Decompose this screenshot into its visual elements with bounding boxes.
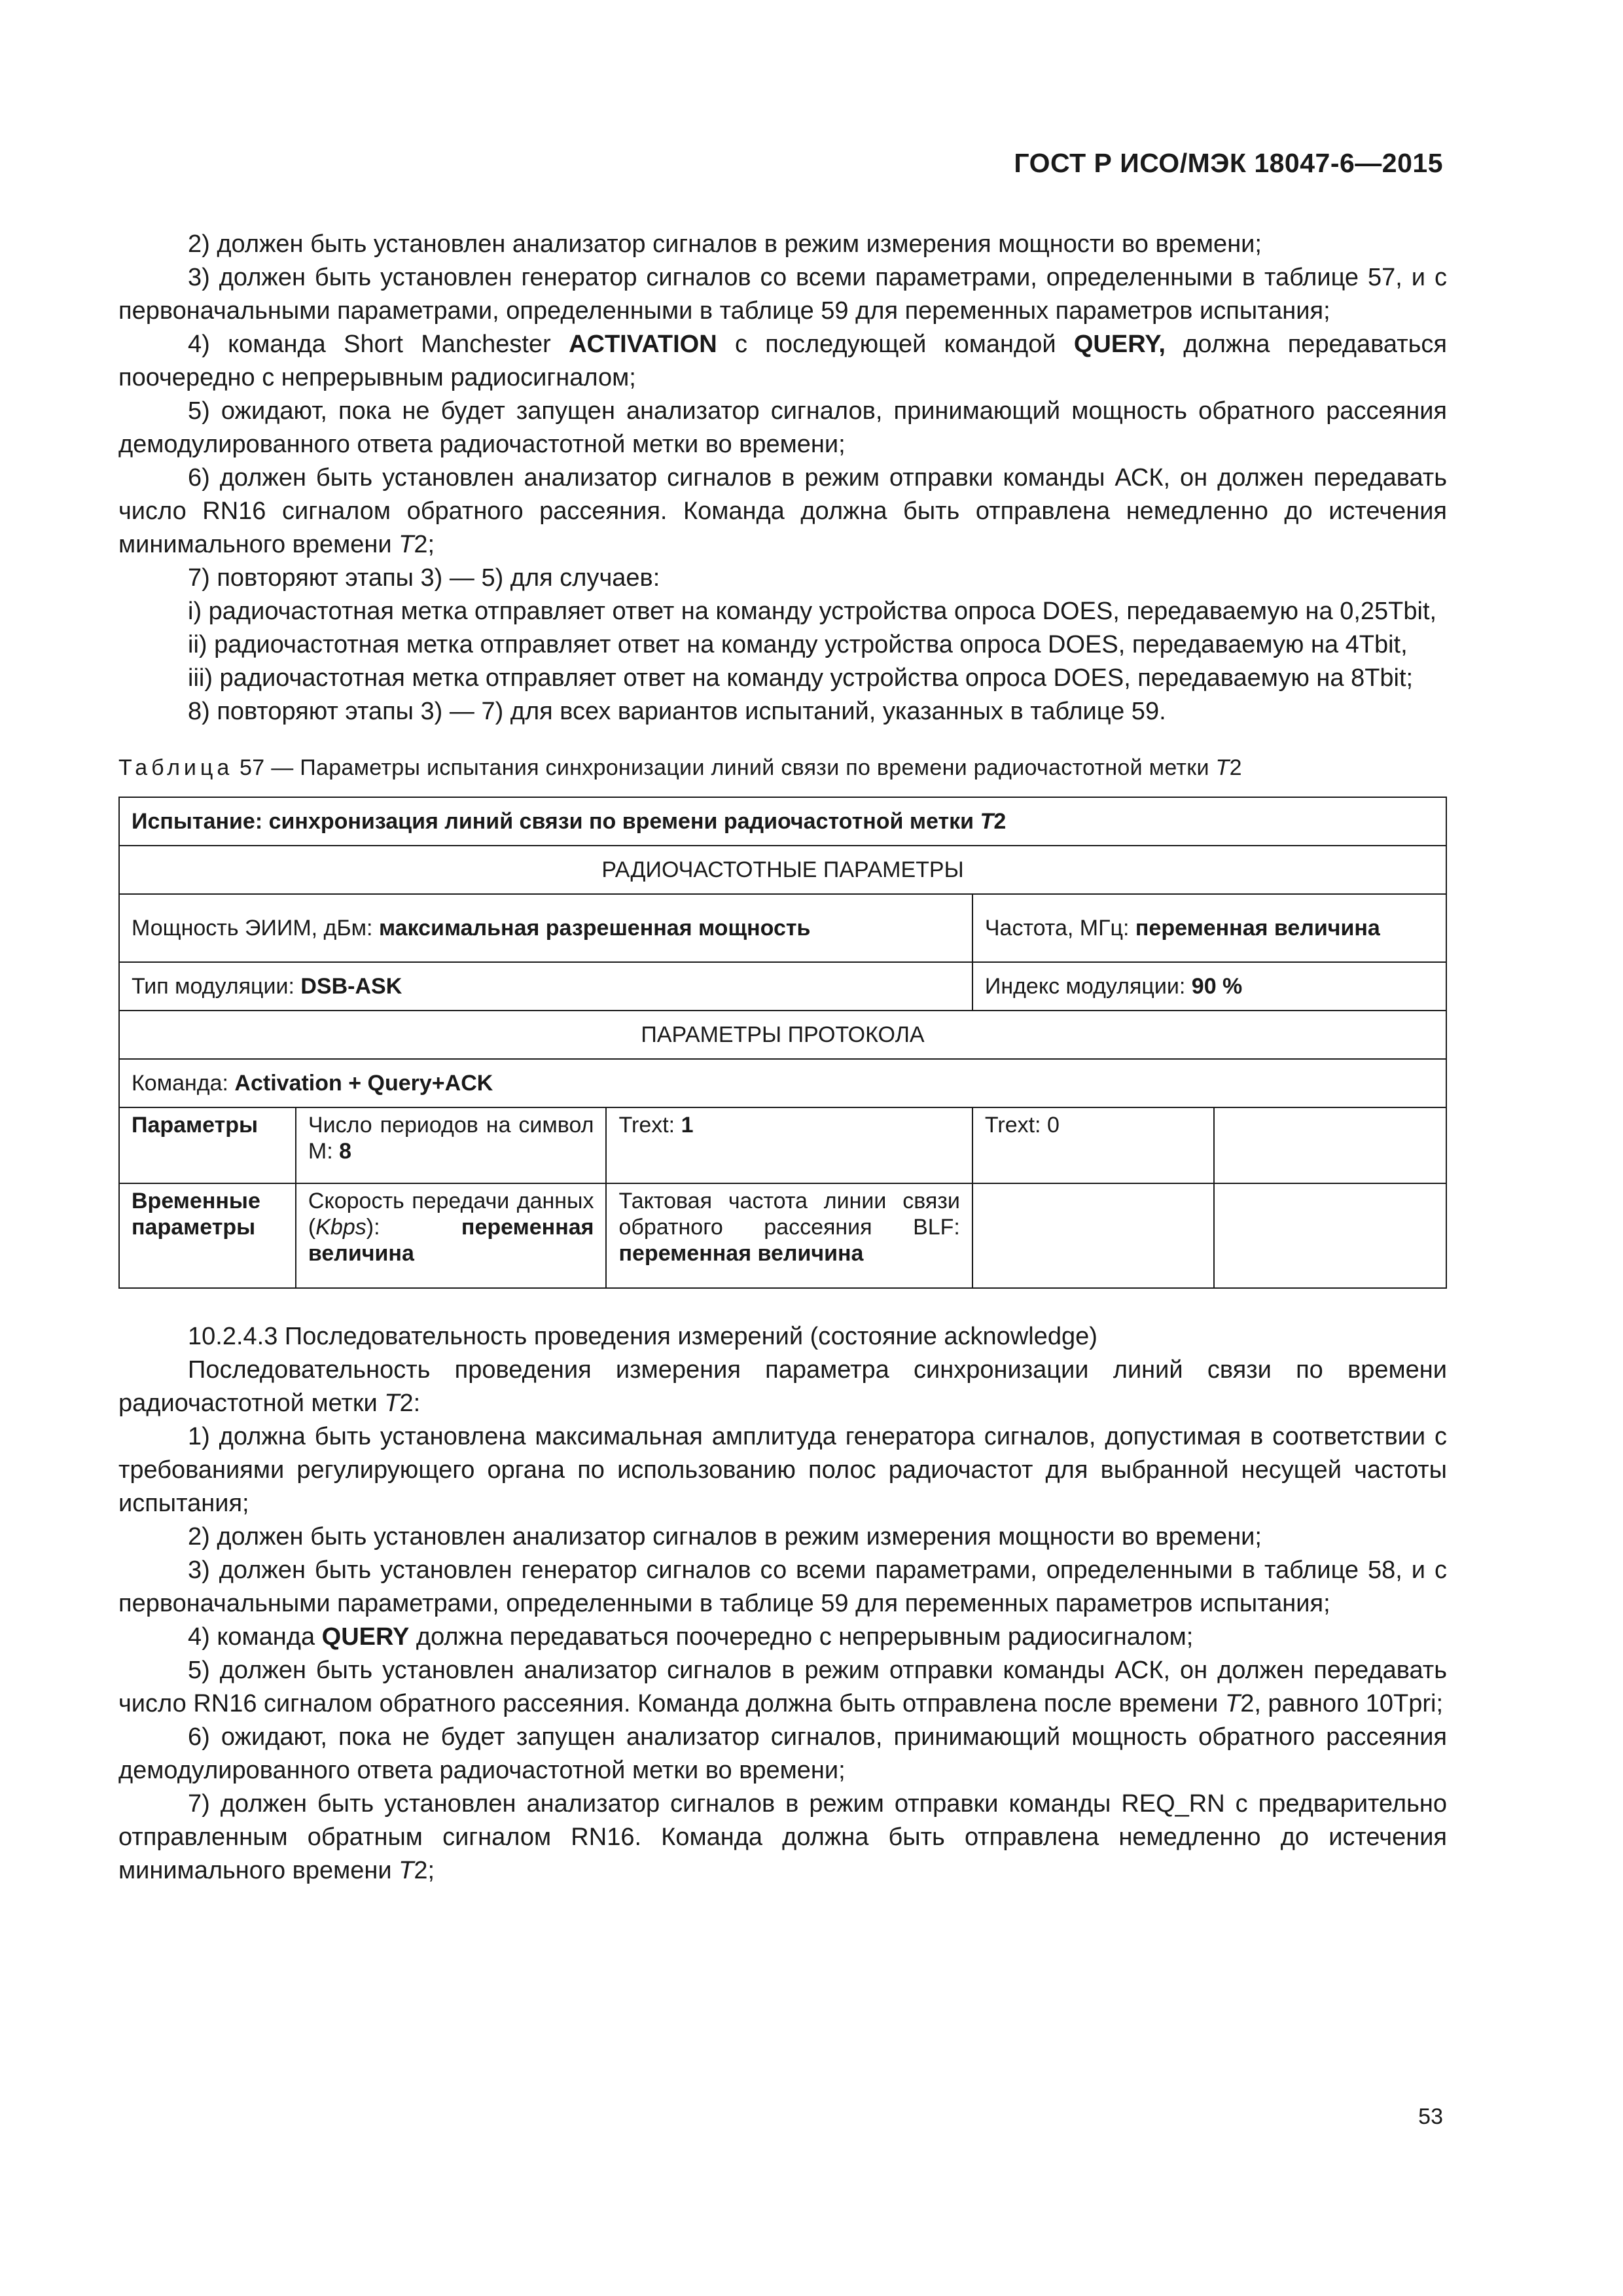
step-7-paragraph: 7) повторяют этапы 3) — 5) для случаев: <box>188 564 660 592</box>
test-title-cell: Испытание: синхронизация линий связи по времени радиочастотной метки T2 <box>119 797 1446 846</box>
seq-step-6-paragraph: 6) ожидают, пока не будет запущен анализатор сигналов, принимающий мощность обратного рассеяния демодулированного ответа радиочастотной метки во времени; <box>118 1723 1447 1784</box>
seq-step-2-paragraph: 2) должен быть установлен анализатор сигналов в режим измерения мощности во времени; <box>188 1523 1262 1551</box>
protocol-params-header: ПАРАМЕТРЫ ПРОТОКОЛА <box>119 1011 1446 1059</box>
table-row <box>119 894 1446 962</box>
step-6-paragraph: 6) должен быть установлен анализатор сигналов в режим отправки команды АСК, он должен передавать число RN16 сигналом обратного рассеяния. Команда должна быть отправлена немедленно до истечения минимального времени T2; <box>118 464 1447 558</box>
section-intro-paragraph: Последовательность проведения измерения параметра синхронизации линий связи по времени радиочастотной метки T2: <box>118 1356 1447 1417</box>
frequency-cell: Частота, МГц: переменная величина <box>972 894 1446 962</box>
seq-step-4-paragraph: 4) команда QUERY должна передаваться поочередно с непрерывным радиосигналом; <box>188 1623 1194 1651</box>
data-rate-cell: Скорость передачи данных (Kbps): переменная величина <box>296 1183 607 1288</box>
seq-step-7-paragraph: 7) должен быть установлен анализатор сигналов в режим отправки команды REQ_RN с предварительно отправленным обратным сигналом RN16. Команда должна быть отправлена немедленно до истечения минимального времени T2; <box>118 1790 1447 1884</box>
table-row <box>119 797 1446 846</box>
trext-0-cell: Trext: 0 <box>972 1107 1215 1183</box>
section-10-2-4-3-heading: 10.2.4.3 Последовательность проведения измерений (состояние acknowledge) <box>188 1323 1097 1350</box>
empty-cell <box>1214 1107 1446 1183</box>
power-cell: Мощность ЭИИМ, дБм: максимальная разрешенная мощность <box>119 894 972 962</box>
table-57-caption: Таблица 57 — Параметры испытания синхронизации линий связи по времени радиочастотной метки T2 <box>118 755 1242 780</box>
page-content <box>118 228 1447 1888</box>
modulation-index-cell: Индекс модуляции: 90 % <box>972 962 1446 1011</box>
table-row <box>119 1107 1446 1183</box>
params-label-cell: Параметры <box>119 1107 296 1183</box>
table-row <box>119 1183 1446 1288</box>
step-2-paragraph: 2) должен быть установлен анализатор сигналов в режим измерения мощности во времени; <box>188 230 1262 258</box>
table-row <box>119 1059 1446 1107</box>
page-number: 53 <box>1418 2104 1443 2129</box>
case-iii-paragraph: iii) радиочастотная метка отправляет ответ на команду устройства опроса DOES, передаваемую на 8Tbit; <box>188 664 1414 692</box>
case-i-paragraph: i) радиочастотная метка отправляет ответ на команду устройства опроса DOES, передаваемую на 0,25Tbit, <box>188 598 1437 625</box>
table-row <box>119 962 1446 1011</box>
rf-params-header: РАДИОЧАСТОТНЫЕ ПАРАМЕТРЫ <box>119 846 1446 894</box>
empty-cell <box>972 1183 1215 1288</box>
table-row <box>119 846 1446 894</box>
step-8-paragraph: 8) повторяют этапы 3) — 7) для всех вариантов испытаний, указанных в таблице 59. <box>188 698 1166 725</box>
seq-step-1-paragraph: 1) должна быть установлена максимальная амплитуда генератора сигналов, допустимая в соответствии с требованиями регулирующего органа по использованию полос радиочастот для выбранной несущей частоты испытания; <box>118 1423 1447 1517</box>
seq-step-5-paragraph: 5) должен быть установлен анализатор сигналов в режим отправки команды АСК, он должен передавать число RN16 сигналом обратного рассеяния. Команда должна быть отправлена после времени T2, равного 10Tpri; <box>118 1657 1447 1717</box>
step-3-paragraph: 3) должен быть установлен генератор сигналов со всеми параметрами, определенными в таблице 57, и с первоначальными параметрами, определенными в таблице 59 для переменных параметров испытания; <box>118 264 1447 325</box>
command-cell: Команда: Activation + Query+ACK <box>119 1059 1446 1107</box>
document-id-header: ГОСТ Р ИСО/МЭК 18047-6—2015 <box>1014 148 1443 178</box>
case-ii-paragraph: ii) радиочастотная метка отправляет ответ на команду устройства опроса DOES, передаваемую на 4Tbit, <box>188 631 1408 658</box>
table-57 <box>118 797 1447 1289</box>
step-4-paragraph: 4) команда Short Manchester ACTIVATION с последующей командой QUERY, должна передаваться поочередно с непрерывным радиосигналом; <box>118 331 1448 391</box>
modulation-type-cell: Тип модуляции: DSB-ASK <box>119 962 972 1011</box>
empty-cell <box>1214 1183 1446 1288</box>
blf-cell: Тактовая частота линии связи обратного рассеяния BLF: переменная величина <box>606 1183 972 1288</box>
periods-cell: Число периодов на символ M: 8 <box>296 1107 607 1183</box>
step-5-paragraph: 5) ожидают, пока не будет запущен анализатор сигналов, принимающий мощность обратного рассеяния демодулированного ответа радиочастотной метки во времени; <box>118 397 1447 458</box>
trext-1-cell: Trext: 1 <box>606 1107 972 1183</box>
seq-step-3-paragraph: 3) должен быть установлен генератор сигналов со всеми параметрами, определенными в таблице 58, и с первоначальными параметрами, определенными в таблице 59 для переменных параметров испытания; <box>118 1556 1447 1617</box>
time-params-label-cell: Временные параметры <box>119 1183 296 1288</box>
table-row <box>119 1011 1446 1059</box>
